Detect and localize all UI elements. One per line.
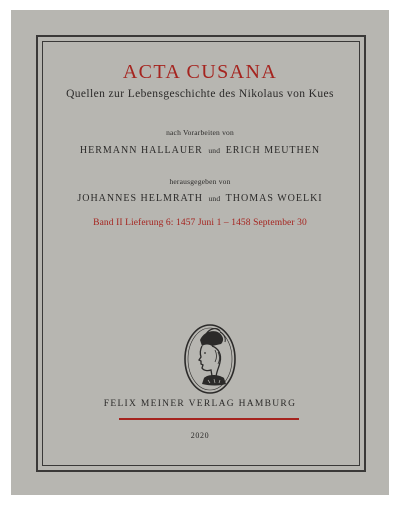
prior-authors — [11, 145, 389, 156]
book-title: ACTA CUSANA — [122, 61, 278, 83]
prior-author-meuthen: ERICH MEUTHEN — [225, 145, 321, 156]
editors — [11, 193, 389, 204]
medallion-helmeted-head-icon — [182, 322, 238, 396]
prior-conjunction: und — [208, 146, 221, 155]
publication-year: 2020 — [190, 431, 210, 440]
publisher-name: FELIX MEINER VERLAG HAMBURG — [103, 399, 297, 409]
book-subtitle: Quellen zur Lebensgeschichte des Nikolaus von Kues — [66, 88, 334, 100]
editor-woelki: THOMAS WOELKI — [225, 193, 323, 204]
prior-work-label: nach Vorarbeiten von — [166, 128, 234, 137]
editor-helmrath: JOHANNES HELMRATH — [77, 193, 203, 204]
volume-line: Band II Lieferung 6: 1457 Juni 1 – 1458 September 30 — [93, 218, 307, 228]
prior-author-hallauer: HERMANN HALLAUER — [79, 145, 203, 156]
editors-label: herausgegeben von — [169, 177, 231, 186]
publisher-rule — [119, 418, 299, 420]
book-cover — [11, 10, 389, 495]
editors-conjunction: und — [208, 194, 221, 203]
